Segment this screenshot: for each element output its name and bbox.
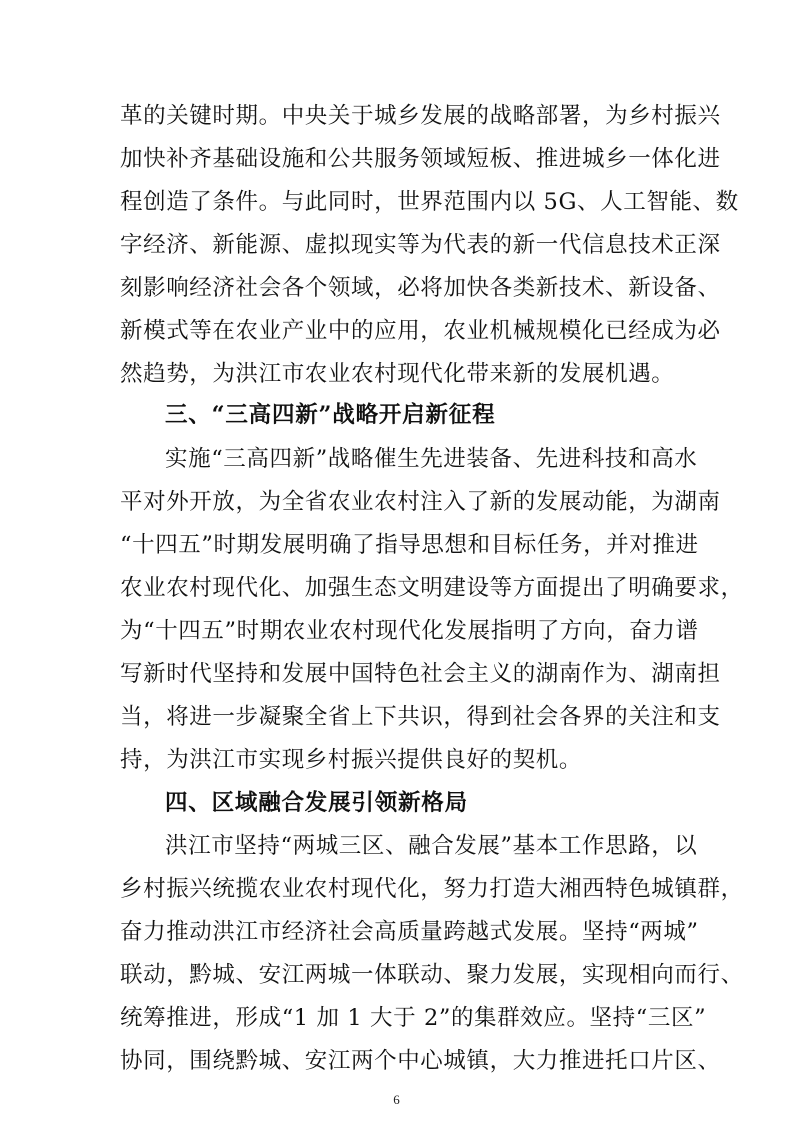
section-heading-4: 四、区域融合发展引领新格局 — [165, 790, 468, 816]
body-text-line: 刻影响经济社会各个领域，必将加快各类新技术、新设备、 — [120, 275, 721, 301]
body-text-line: 加快补齐基础设施和公共服务领域短板、推进城乡一体化进 — [120, 146, 721, 172]
body-text-line: 平对外开放，为全省农业农村注入了新的发展动能，为湖南 — [120, 489, 721, 515]
body-text-line: 然趋势，为洪江市农业农村现代化带来新的发展机遇。 — [120, 361, 675, 387]
body-text-line: 乡村振兴统揽农业农村现代化，努力打造大湘西特色城镇群， — [120, 876, 744, 902]
page-number: 6 — [393, 1092, 400, 1107]
body-text-line: 奋力推动洪江市经济社会高质量跨越式发展。坚持“两城” — [120, 919, 699, 945]
body-text-line: 革的关键时期。中央关于城乡发展的战略部署，为乡村振兴 — [120, 103, 721, 129]
body-text-line: 持，为洪江市实现乡村振兴提供良好的契机。 — [120, 747, 583, 773]
body-text-line: 写新时代坚持和发展中国特色社会主义的湖南作为、湖南担 — [120, 661, 721, 687]
body-text-line: 洪江市坚持“两城三区、融合发展”基本工作思路，以 — [165, 833, 698, 859]
body-text-line: 为“十四五”时期农业农村现代化发展指明了方向，奋力谱 — [120, 618, 699, 644]
body-text-line: 当，将进一步凝聚全省上下共识，得到社会各界的关注和支 — [120, 704, 721, 730]
body-text-line: 实施“三高四新”战略催生先进装备、先进科技和高水 — [165, 446, 698, 472]
body-text-line: 统筹推进，形成“1 加 1 大于 2”的集群效应。坚持“三区” — [120, 1005, 707, 1031]
body-text-line: 字经济、新能源、虚拟现实等为代表的新一代信息技术正深 — [120, 232, 721, 258]
body-text-line: 程创造了条件。与此同时，世界范围内以 5G、人工智能、数 — [120, 189, 739, 215]
body-text-line: 协同，围绕黔城、安江两个中心城镇，大力推进托口片区、 — [120, 1048, 721, 1074]
body-text-line: “十四五”时期发展明确了指导思想和目标任务，并对推进 — [120, 532, 699, 558]
body-text-line: 新模式等在农业产业中的应用，农业机械规模化已经成为必 — [120, 318, 721, 344]
body-text-line: 农业农村现代化、加强生态文明建设等方面提出了明确要求， — [120, 575, 744, 601]
body-text-line: 联动，黔城、安江两城一体联动、聚力发展，实现相向而行、 — [120, 962, 744, 988]
section-heading-3: 三、“三高四新”战略开启新征程 — [165, 402, 496, 428]
